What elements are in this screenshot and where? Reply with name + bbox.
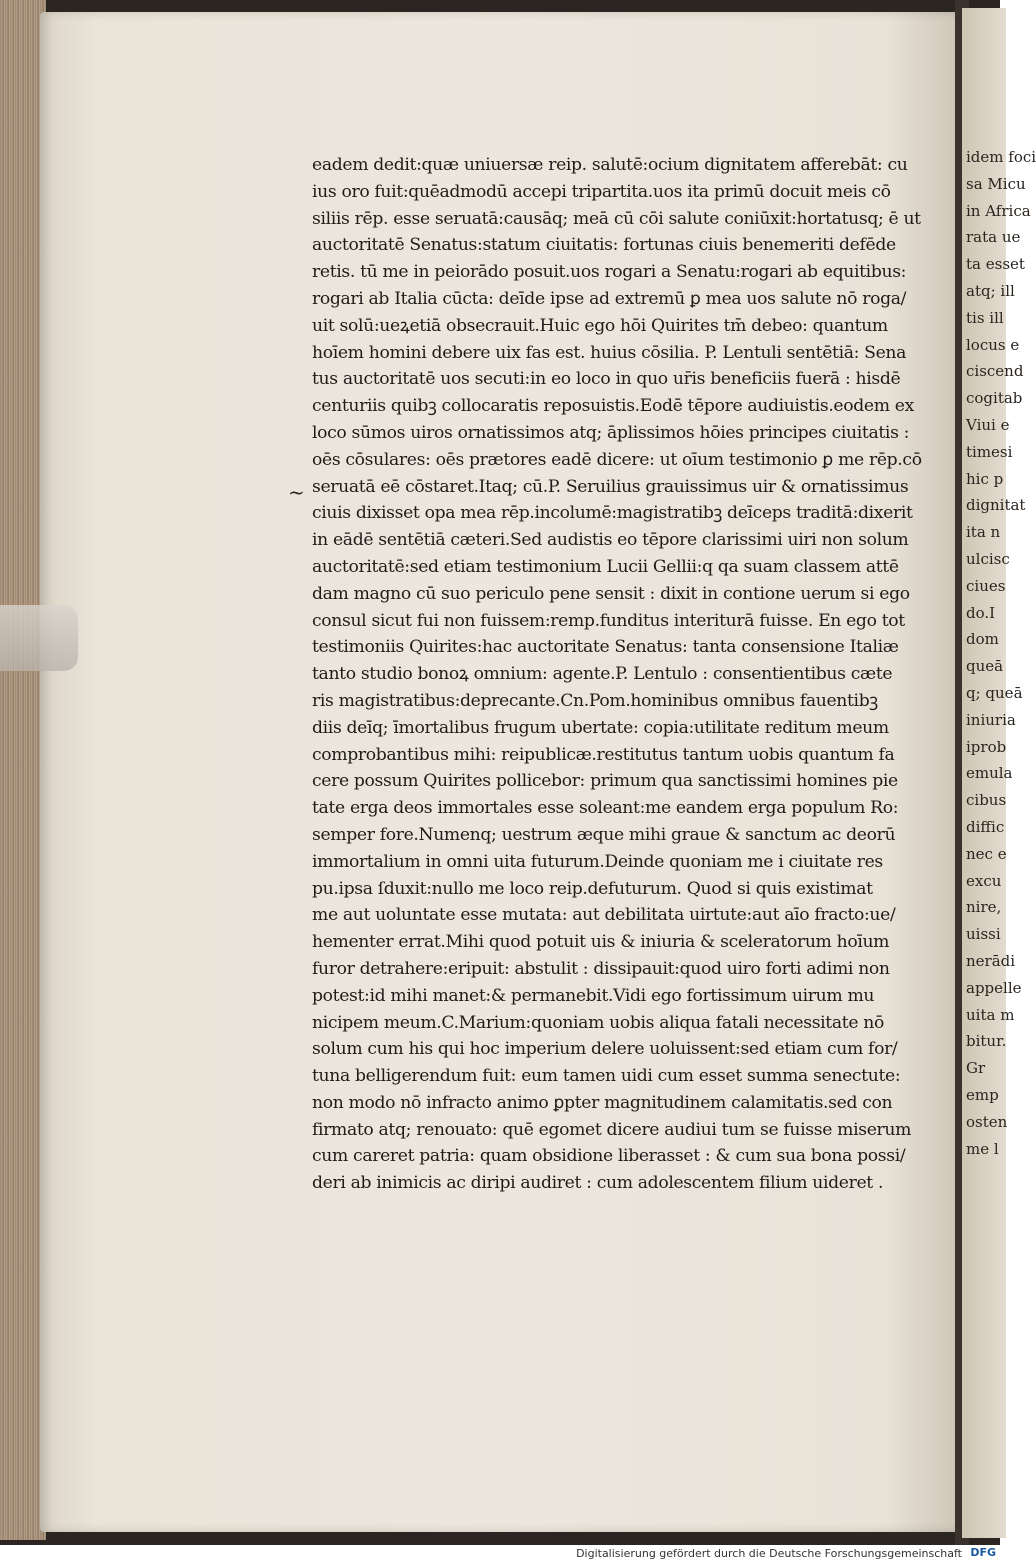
facing-page-text-fragment: osten xyxy=(966,1112,1008,1131)
text-line: consul sicut fui non fuissem:remp.funditus interiturā fuisse. En ego tot xyxy=(312,610,905,631)
facing-page-text-fragment: Viui e xyxy=(966,416,1010,434)
facing-page-text-fragment: uissi xyxy=(966,925,1001,944)
facing-page-text-fragment: rata ue xyxy=(966,228,1021,247)
text-line: non modo nō infracto animo ꝑpter magnitudinem calamitatis.sed con xyxy=(312,1092,893,1113)
text-line: tuna belligerendum fuit: eum tamen uidi cum esset summa senectute: xyxy=(312,1066,901,1087)
facing-page-text-fragment: iniuria xyxy=(966,710,1016,729)
text-line: immortalium in omni uita futurum.Deinde quoniam me i ciuitate res xyxy=(312,851,883,872)
text-line: uit solū:ueꝝetiā obsecrauit.Huic ego hōi Quirites tm̄ debeo: quantum xyxy=(312,315,888,336)
text-line: solum cum his qui hoc imperium delere uoluissent:sed etiam cum for/ xyxy=(312,1039,898,1060)
text-line: loco sūmos uiros ornatissimos atq; āplissimos hōies principes ciuitatis : xyxy=(312,422,910,443)
text-line: testimoniis Quirites:hac auctoritate Senatus: tanta consensione Italiæ xyxy=(312,637,899,658)
text-line: ius oro fuit:quēadmodū accepi tripartita.uos ita primū docuit meis cō xyxy=(312,181,891,202)
facing-page-text-fragment: dignitat xyxy=(966,496,1026,515)
facing-page-text-fragment: iprob xyxy=(966,737,1007,756)
main-text-block xyxy=(312,152,932,1197)
footer-bar xyxy=(0,1545,1000,1565)
facing-page-text-fragment: idem foci xyxy=(966,148,1036,166)
facing-page-text-fragment: uita m xyxy=(966,1005,1015,1024)
text-line: firmato atq; renouato: quē egomet dicere audiui tum se fuisse miserum xyxy=(312,1119,912,1140)
facing-page-text-fragment: q; queā xyxy=(966,684,1023,702)
text-line: auctoritatē Senatus:statum ciuitatis: fortunas ciuis benemeriti defēde xyxy=(312,235,896,256)
text-line: centuriis quibꝫ collocaratis reposuistis.Eodē tēpore audiuistis.eodem ex xyxy=(312,396,914,417)
facing-page-text-fragment: bitur. xyxy=(966,1032,1007,1051)
text-line: ris magistratibus:deprecante.Cn.Pom.hominibus omnibus fauentibꝫ xyxy=(312,690,878,711)
text-line: nicipem meum.C.Marium:quoniam uobis aliqua fatali necessitate nō xyxy=(312,1012,884,1033)
facing-page-text-fragment: ita n xyxy=(966,523,1001,542)
text-line: tanto studio bonoꝝ omnium: agente.P. Lentulo : consentientibus cæte xyxy=(312,664,893,685)
facing-page-text-fragment: nire, xyxy=(966,898,1002,917)
facing-page-text-fragment: ulcisc xyxy=(966,550,1010,568)
text-line: cere possum Quirites pollicebor: primum qua sanctissimi homines pie xyxy=(312,771,898,792)
facing-page-text-fragment: emula xyxy=(966,764,1013,783)
text-line: ciuis dixisset opa mea rēp.incolumē:magistratibꝫ deīceps traditā:dixerit xyxy=(312,503,913,524)
facing-page-text-fragment: appelle xyxy=(966,978,1022,997)
dfg-logo: DFG xyxy=(970,1546,996,1559)
text-line: tate erga deos immortales esse soleant:me eandem erga populum Ro: xyxy=(312,798,899,819)
text-line: cum careret patria: quam obsidione liberasset : & cum sua bona possi/ xyxy=(312,1146,906,1167)
page-clip xyxy=(0,605,78,671)
facing-page-text-fragment: timesi xyxy=(966,442,1013,461)
facing-page-text-fragment: nerādi xyxy=(966,952,1016,970)
facing-page-text-fragment: locus e xyxy=(966,335,1020,354)
facing-page-text-fragment: queā xyxy=(966,657,1004,676)
text-line: eadem dedit:quæ uniuersæ reip. salutē:ocium dignitatem afferebāt: cu xyxy=(312,155,908,175)
text-line: retis. tū me in peiorādo posuit.uos rogari a Senatu:rogari ab equitibus: xyxy=(312,262,907,283)
footer-credit: Digitalisierung gefördert durch die Deutsche Forschungsgemeinschaft xyxy=(576,1547,962,1560)
facing-page-text-fragment: excu xyxy=(966,871,1002,890)
facing-page-text-fragment: emp xyxy=(966,1086,999,1104)
text-line: auctoritatē:sed etiam testimonium Lucii Gellii:q qa suam classem attē xyxy=(312,556,899,577)
facing-page-text-fragment: Gr xyxy=(966,1059,986,1078)
facing-page-text-fragment: dom xyxy=(966,630,999,649)
facing-page-text-fragment: ciues xyxy=(966,576,1006,595)
text-line: seruatā eē cōstaret.Itaq; cū.P. Seruilius grauissimus uir & ornatissimus xyxy=(312,476,909,497)
text-line: semper fore.Numenq; uestrum æque mihi graue & sanctum ac deorū xyxy=(312,824,896,845)
facing-page-text-fragment: atq; ill xyxy=(966,282,1015,300)
margin-mark: ~ xyxy=(288,480,305,504)
text-line: me aut uoluntate esse mutata: aut debilitata uirtute:aut aīo fracto:ue/ xyxy=(312,905,896,926)
text-line: oēs cōsulares: oēs prætores eadē dicere: ut oīum testimonio ꝑ me rēp.cō xyxy=(312,449,922,470)
facing-page-text-fragment: ciscend xyxy=(966,362,1024,381)
facing-page-text-fragment: cibus xyxy=(966,791,1007,810)
facing-page-text-fragment: tis ill xyxy=(966,308,1004,327)
text-line: diis deīq; īmortalibus frugum ubertate: copia:utilitate reditum meum xyxy=(312,717,889,738)
facing-page-text-fragment: do.I xyxy=(966,603,996,622)
text-line: pu.ipsa ſduxit:nullo me loco reip.defuturum. Quod si quis existimat xyxy=(312,878,873,899)
text-line: deri ab inimicis ac diripi audiret : cum adolescentem filium uideret . xyxy=(312,1173,884,1194)
text-line: hoīem homini debere uix fas est. huius cōsilia. P. Lentuli sentētiā: Sena xyxy=(312,342,907,363)
facing-page-text-fragment: nec e xyxy=(966,844,1007,863)
facing-page-text-fragment: sa Micu xyxy=(966,174,1026,193)
text-line: comprobantibus mihi: reipublicæ.restitutus tantum uobis quantum fa xyxy=(312,744,895,765)
facing-page-text-fragment: hic p xyxy=(966,469,1004,488)
text-line: hementer errat.Mihi quod potuit uis & iniuria & sceleratorum hoīum xyxy=(312,932,890,953)
facing-page-text-fragment: cogitab xyxy=(966,389,1023,408)
text-line: tus auctoritatē uos secuti:in eo loco in quo ur̄is beneficiis fuerā : hisdē xyxy=(312,369,901,390)
facing-page-fragment xyxy=(962,8,1036,1538)
text-line: furor detrahere:eripuit: abstulit : dissipauit:quod uiro forti adimi non xyxy=(312,958,890,979)
facing-page-text-fragment: ta esset xyxy=(966,255,1025,274)
text-line: potest:id mihi manet:& permanebit.Vidi ego fortissimum uirum mu xyxy=(312,985,875,1006)
facing-page-text-fragment: me l xyxy=(966,1139,999,1158)
text-line: dam magno cū suo periculo pene sensit : dixit in contione uerum si ego xyxy=(312,583,910,604)
text-line: rogari ab Italia cūcta: deīde ipse ad extremū ꝑ mea uos salute nō roga/ xyxy=(312,288,907,309)
text-line: in eādē sentētiā cæteri.Sed audistis eo tēpore clarissimi uiri non solum xyxy=(312,530,909,551)
facing-page-text-fragment: diffic xyxy=(966,818,1005,836)
facing-page-text-fragment: in Africa xyxy=(966,201,1031,220)
text-line: siliis rēp. esse seruatā:causāq; meā cū cōi salute coniūxit:hortatusq; ē ut xyxy=(312,208,921,229)
